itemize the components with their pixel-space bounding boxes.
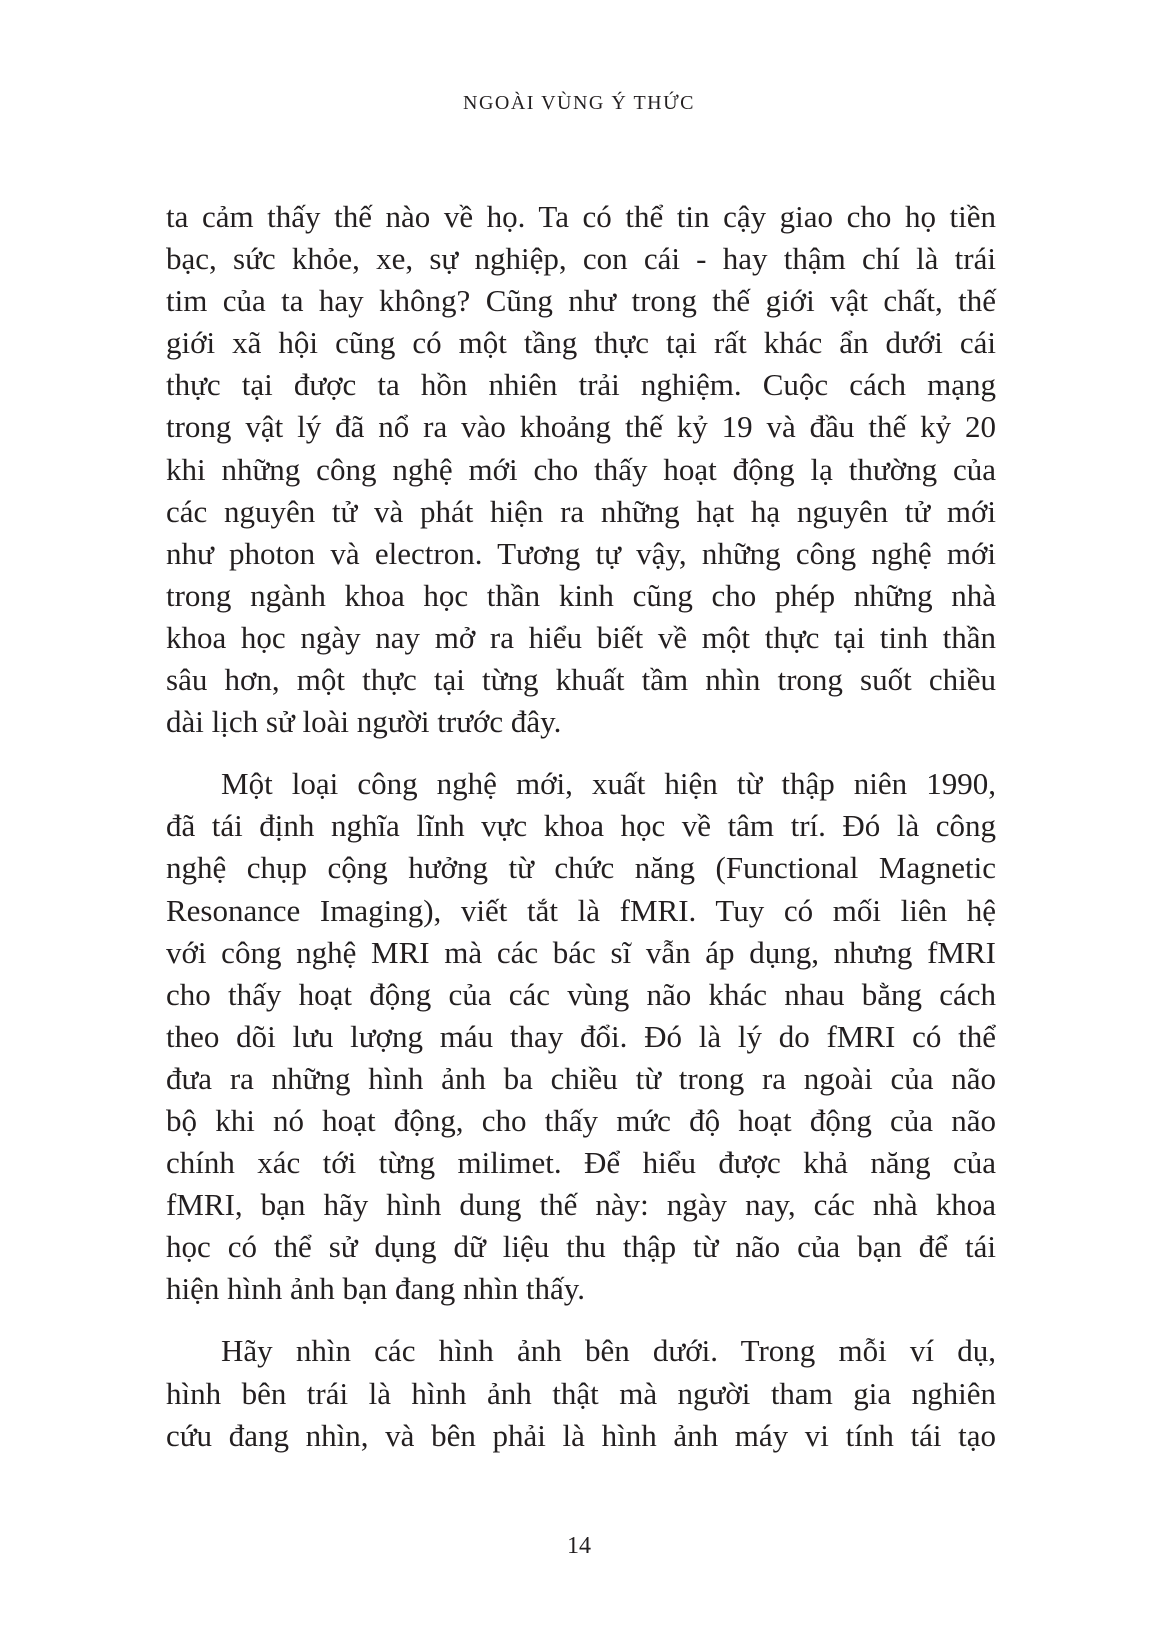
text-line: như photon và electron. Tương tự vậy, những công nghệ mới — [166, 535, 996, 571]
text-line: bộ khi nó hoạt động, cho thấy mức độ hoạt động của não — [166, 1102, 996, 1138]
paragraph — [166, 1330, 996, 1456]
text-line: dài lịch sử loài người trước đây. — [166, 704, 562, 740]
text-line: giới xã hội cũng có một tầng thực tại rất khác ẩn dưới cái — [166, 325, 996, 361]
page-number: 14 — [567, 1533, 591, 1559]
text-line: Hãy nhìn các hình ảnh bên dưới. Trong mỗi ví dụ, — [221, 1333, 996, 1369]
text-line: hình bên trái là hình ảnh thật mà người tham gia nghiên — [166, 1375, 996, 1411]
text-line: với công nghệ MRI mà các bác sĩ vẫn áp dụng, nhưng fMRI — [166, 934, 996, 970]
text-line: cứu đang nhìn, và bên phải là hình ảnh máy vi tính tái tạo — [166, 1417, 996, 1453]
running-header: NGOÀI VÙNG Ý THỨC — [463, 92, 695, 114]
text-line: đã tái định nghĩa lĩnh vực khoa học về tâm trí. Đó là công — [166, 808, 996, 844]
text-line: trong vật lý đã nổ ra vào khoảng thế kỷ 19 và đầu thế kỷ 20 — [166, 409, 996, 445]
text-line: chính xác tới từng milimet. Để hiểu được khả năng của — [166, 1145, 996, 1181]
text-line: nghệ chụp cộng hưởng từ chức năng (Functional Magnetic — [166, 850, 996, 886]
text-line: Resonance Imaging), viết tắt là fMRI. Tuy có mối liên hệ — [166, 892, 996, 928]
text-line: sâu hơn, một thực tại từng khuất tầm nhìn trong suốt chiều — [166, 662, 996, 698]
text-line: cho thấy hoạt động của các vùng não khác nhau bằng cách — [166, 976, 996, 1012]
text-line: bạc, sức khỏe, xe, sự nghiệp, con cái - hay thậm chí là trái — [166, 241, 996, 277]
paragraph — [166, 196, 996, 743]
text-line: ta cảm thấy thế nào về họ. Ta có thể tin cậy giao cho họ tiền — [166, 199, 996, 234]
text-line: khi những công nghệ mới cho thấy hoạt động lạ thường của — [166, 451, 996, 487]
text-line: tim của ta hay không? Cũng như trong thế giới vật chất, thế — [166, 283, 996, 319]
body-text — [166, 196, 996, 1457]
text-line: fMRI, bạn hãy hình dung thế này: ngày nay, các nhà khoa — [166, 1187, 996, 1223]
paragraph — [166, 763, 996, 1310]
text-line: Một loại công nghệ mới, xuất hiện từ thập niên 1990, — [221, 766, 996, 802]
text-line: học có thể sử dụng dữ liệu thu thập từ não của bạn để tái — [166, 1229, 996, 1265]
text-line: các nguyên tử và phát hiện ra những hạt hạ nguyên tử mới — [166, 493, 996, 529]
text-line: hiện hình ảnh bạn đang nhìn thấy. — [166, 1271, 585, 1307]
text-line: trong ngành khoa học thần kinh cũng cho phép những nhà — [166, 577, 996, 613]
text-line: theo dõi lưu lượng máu thay đổi. Đó là lý do fMRI có thể — [166, 1018, 996, 1054]
text-line: khoa học ngày nay mở ra hiểu biết về một thực tại tinh thần — [166, 619, 996, 655]
text-line: đưa ra những hình ảnh ba chiều từ trong ra ngoài của não — [166, 1060, 996, 1096]
text-line: thực tại được ta hồn nhiên trải nghiệm. Cuộc cách mạng — [166, 367, 996, 403]
